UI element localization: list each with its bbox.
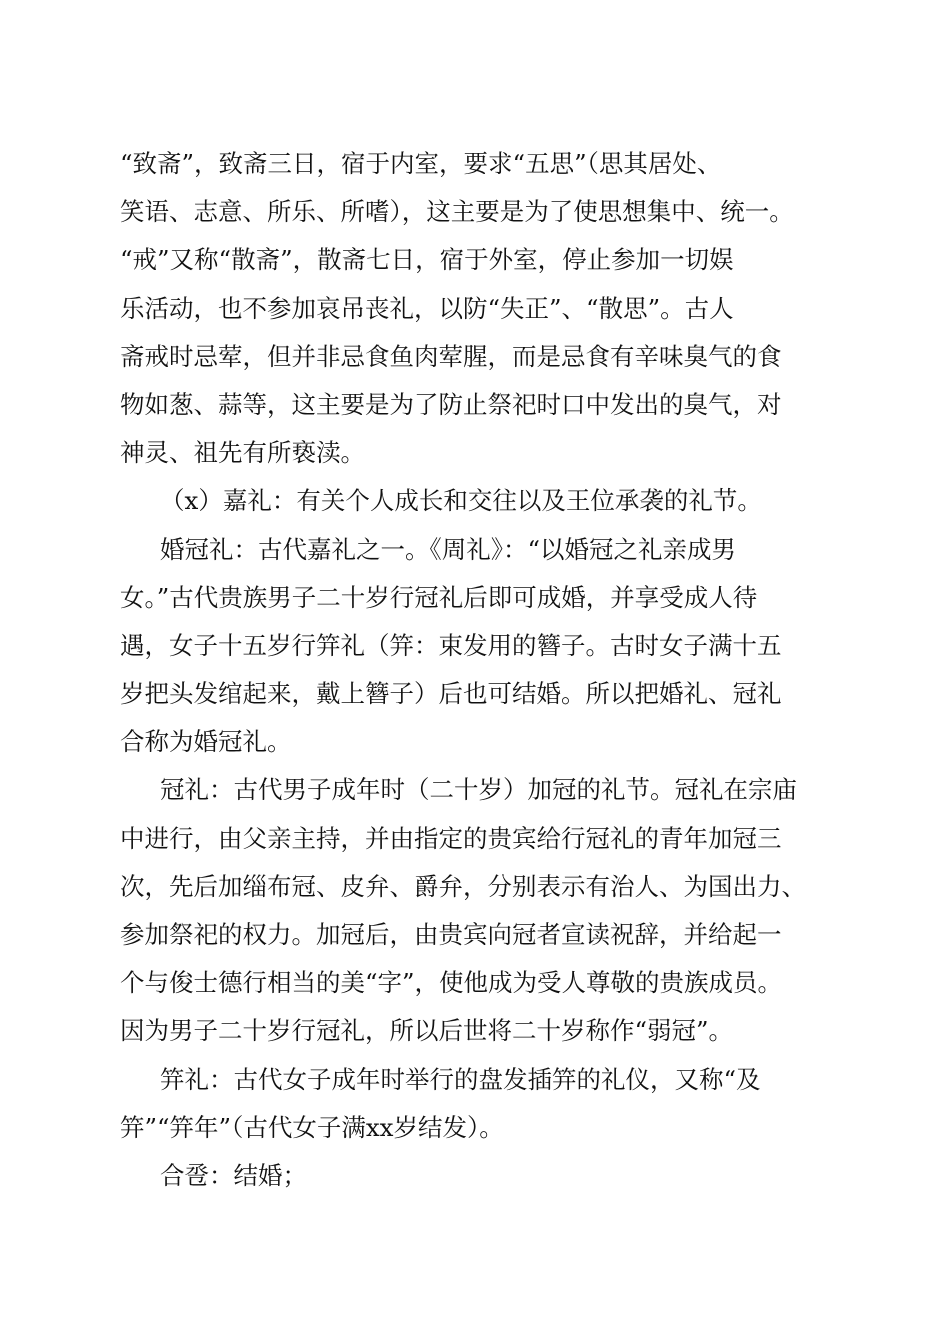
text-line-8: （x）嘉礼：有关个人成长和交往以及王位承袭的礼节。 bbox=[160, 486, 762, 516]
text-line-10: 女。”古代贵族男子二十岁行冠礼后即可成婚，并享受成人待 bbox=[120, 582, 758, 612]
text-line-5: 斋戒时忌荤，但并非忌食鱼肉荤腥，而是忌食有辛味臭气的食 bbox=[120, 341, 782, 371]
text-line-20: 笄礼：古代女子成年时举行的盘发插笄的礼仪，又称“及 bbox=[160, 1064, 761, 1094]
text-line-16: 次，先后加缁布冠、皮弁、爵弁，分别表示有治人、为国出力、 bbox=[120, 871, 806, 901]
text-line-4: 乐活动，也不参加哀吊丧礼，以防“失正”、“散思”。古人 bbox=[120, 293, 734, 323]
text-line-11: 遇，女子十五岁行笄礼（笄：束发用的簪子。古时女子满十五 bbox=[120, 630, 782, 660]
text-line-13: 合称为婚冠礼。 bbox=[120, 727, 292, 757]
text-line-21: 笄”“笄年”（古代女子满xx岁结发）。 bbox=[120, 1112, 504, 1142]
body-text bbox=[120, 140, 840, 1200]
text-line-15: 中进行，由父亲主持，并由指定的贵宾给行冠礼的青年加冠三 bbox=[120, 823, 782, 853]
text-line-19: 因为男子二十岁行冠礼，所以后世将二十岁称作“弱冠”。 bbox=[120, 1016, 734, 1046]
text-line-3: “戒”又称“散斋”，散斋七日，宿于外室，停止参加一切娱 bbox=[120, 245, 734, 275]
text-line-1: “致斋”，致斋三日，宿于内室，要求“五思”（思其居处、 bbox=[120, 149, 722, 178]
text-line-12: 岁把头发绾起来，戴上簪子）后也可结婚。所以把婚礼、冠礼 bbox=[120, 679, 782, 709]
text-line-22: 合卺：结婚； bbox=[160, 1160, 307, 1190]
text-line-17: 参加祭祀的权力。加冠后，由贵宾向冠者宣读祝辞，并给起一 bbox=[120, 920, 782, 949]
text-line-14: 冠礼：古代男子成年时（二十岁）加冠的礼节。冠礼在宗庙 bbox=[160, 775, 797, 805]
text-line-9: 婚冠礼：古代嘉礼之一。《周礼》：“以婚冠之礼亲成男 bbox=[160, 534, 737, 564]
text-line-7: 神灵、祖先有所亵渎。 bbox=[120, 438, 365, 468]
text-line-2: 笑语、志意、所乐、所嗜），这主要是为了使思想集中、统一。 bbox=[120, 197, 794, 227]
text-line-18: 个与俊士德行相当的美“字”，使他成为受人尊敬的贵族成员。 bbox=[120, 968, 783, 998]
text-line-6: 物如葱、蒜等，这主要是为了防止祭祀时口中发出的臭气，对 bbox=[120, 389, 782, 419]
